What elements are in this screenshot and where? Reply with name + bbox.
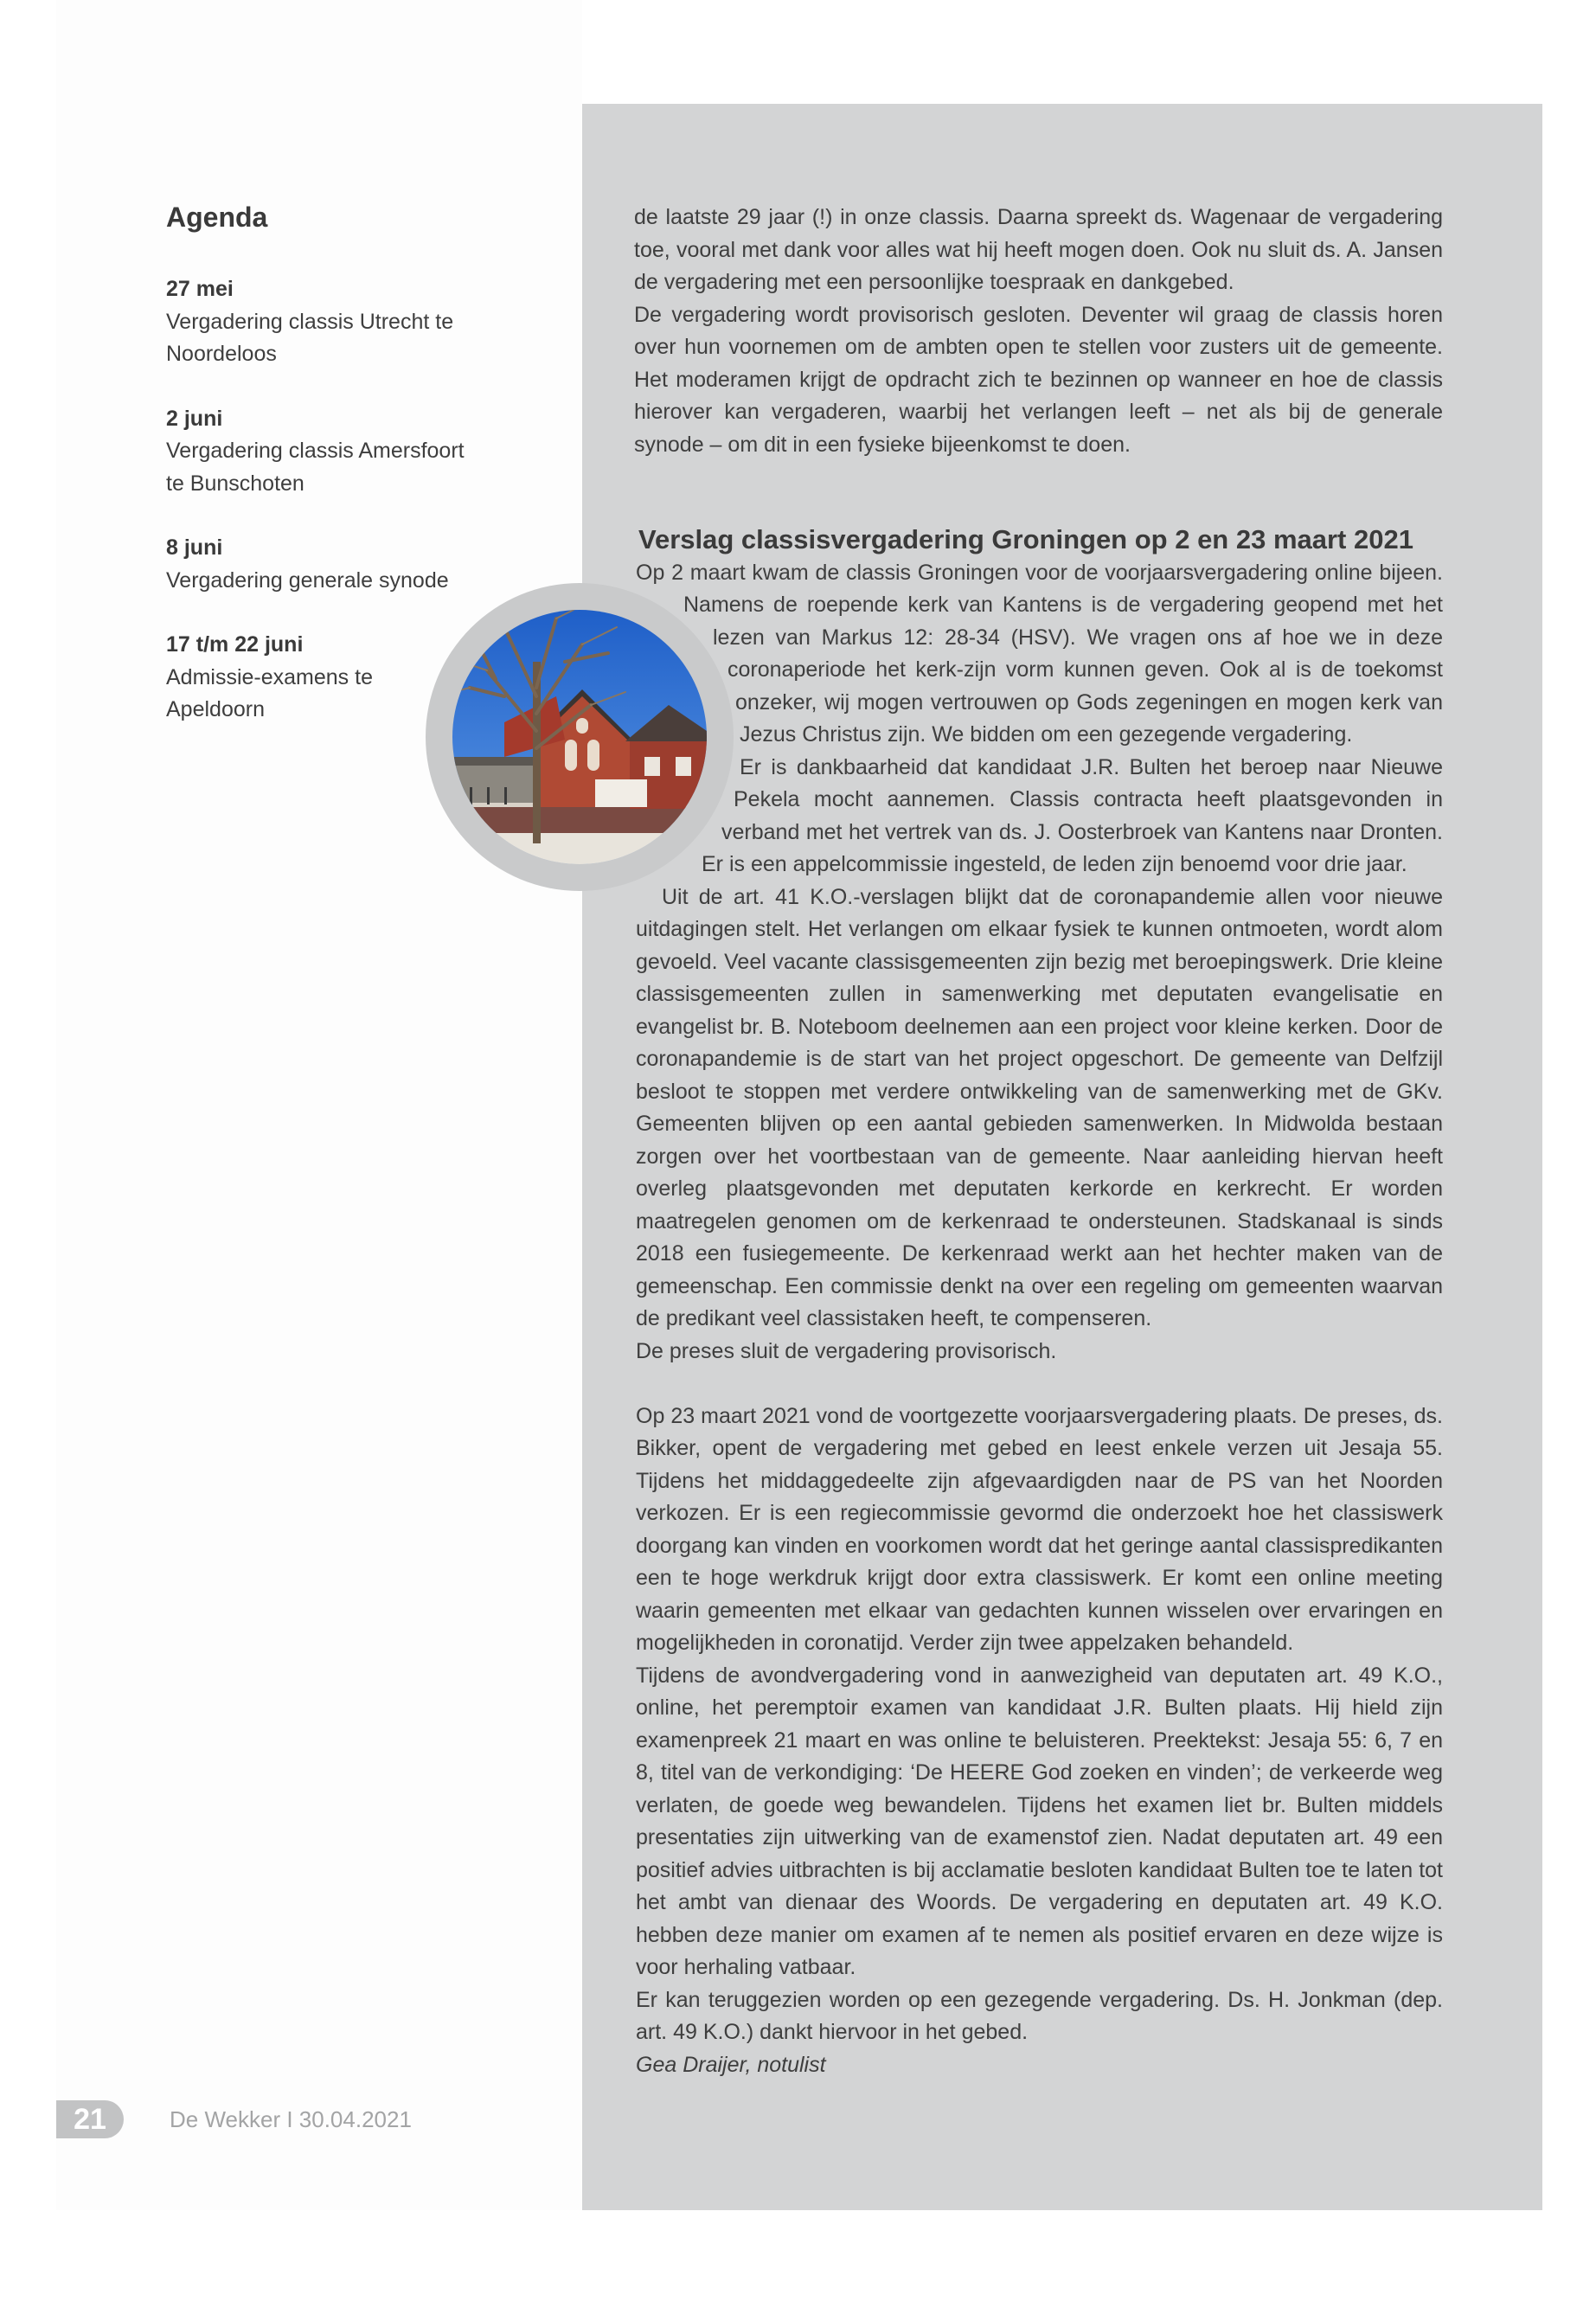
intro-paragraph: de laatste 29 jaar (!) in onze classis. Daarna spreekt ds. Wagenaar de vergadering toe, vooral met dank voor alles wat hij heeft mogen doen. Ook nu sluit ds. A. Jansen de vergadering met een persoonlijke toespraak en dankgebed. bbox=[634, 205, 1443, 294]
text-line: Er is dankbaarheid dat kandidaat J.R. Bulten het beroep naar Nieuwe bbox=[740, 755, 1443, 779]
agenda-description: Vergadering generale synode bbox=[166, 567, 449, 593]
text-line: Er is een appelcommissie ingesteld, de leden zijn benoemd voor drie jaar. bbox=[702, 852, 1407, 876]
agenda-date: 27 mei bbox=[166, 277, 234, 301]
church-illustration bbox=[452, 610, 707, 864]
article-paragraph: De preses sluit de vergadering provisorisch. bbox=[636, 1338, 1057, 1363]
agenda-description: Vergadering classis Utrecht te bbox=[166, 309, 454, 334]
article-paragraph: Er kan teruggezien worden op een gezegende vergadering. Ds. H. Jonkman (dep. art. 49 K.O.) dankt hiervoor in het gebed. bbox=[636, 1987, 1443, 2044]
agenda-date: 2 juni bbox=[166, 406, 223, 431]
text-line: lezen van Markus 12: 28-34 (HSV). We vragen ons af hoe we in deze bbox=[713, 625, 1443, 650]
text-line: coronaperiode het kerk-zijn vorm kunnen geven. Ook al is de toekomst bbox=[727, 657, 1443, 682]
text-line: Jezus Christus zijn. We bidden om een gezegende vergadering. bbox=[740, 722, 1353, 747]
agenda-description: Vergadering classis Amersfoort bbox=[166, 439, 465, 463]
agenda-description: Apeldoorn bbox=[166, 697, 265, 721]
paragraph-spacer bbox=[636, 1368, 1443, 1400]
article-paragraph: uitdagingen stelt. Het verlangen om elkaar fysiek te kunnen ontmoeten, wordt alom gevoeld. Veel vacante classisgemeenten zijn bezig met beroepingswerk. Drie kleine classisgemeenten zullen in samenwerking met deputaten evangelisatie en evangelist br. B. Noteboom deelnemen aan een project voor kleine kerken. Door de coronapandemie is de start van het project opgeschort. De gemeente van Delfzijl besloot te stoppen met verdere ontwikkeling van de samenwerking met de GKv. Gemeenten blijven op een aantal gebieden samenwerken. In Midwolda bestaan zorgen over het voortbestaan van de gemeente. Naar aanleiding hiervan heeft overleg plaatsgevonden met deputaten kerkorde en kerkrecht. Er worden maatregelen genomen om de kerkenraad te ondersteunen. Stadskanaal is sinds 2018 een fusiegemeente. De kerkenraad werkt aan het hechter maken van de gemeenschap. Een commissie denkt na over een regeling om gemeenten waarvan de predikant veel classistaken heeft, te compenseren. bbox=[636, 917, 1443, 1330]
agenda-item bbox=[166, 532, 512, 597]
agenda-item bbox=[166, 403, 512, 501]
page-number: 21 bbox=[56, 2100, 124, 2138]
church-photo bbox=[452, 610, 707, 864]
text-line: verband met het vertrek van ds. J. Oosterbroek van Kantens naar Dronten. bbox=[721, 820, 1443, 844]
article-body bbox=[636, 913, 1443, 2081]
text-line: Uit de art. 41 K.O.-verslagen blijkt dat de coronapandemie allen voor nieuwe bbox=[662, 885, 1443, 909]
agenda-date: 17 t/m 22 juni bbox=[166, 632, 304, 657]
agenda-description: Noordeloos bbox=[166, 342, 277, 366]
intro-text bbox=[634, 202, 1443, 461]
agenda-item bbox=[166, 273, 512, 371]
article-headline: Verslag classisvergadering Groningen op 2 en 23 maart 2021 bbox=[638, 524, 1413, 554]
agenda-date: 8 juni bbox=[166, 535, 223, 560]
article-signature: Gea Draijer, notulist bbox=[636, 2052, 826, 2077]
article-paragraph: Op 23 maart 2021 vond de voortgezette voorjaarsvergadering plaats. De preses, ds. Bikker, opent de vergadering met gebed en leest enkele verzen uit Jesaja 55. Tijdens het middaggedeelte zijn afgevaardigden naar de PS van het Noorden verkozen. Er is een regiecommissie gevormd die onderzoekt hoe het classiswerk doorgang kan vinden en voorkomen wordt dat het geringe aantal classispredikanten een te hoge werkdruk krijgt door extra classiswerk. Er komt een online meeting waarin gemeenten met elkaar van gedachten kunnen wisselen over ervaringen en mogelijkheden in coronatijd. Verder zijn twee appelzaken behandeld. bbox=[636, 1403, 1443, 1655]
article-paragraph: Tijdens de avondvergadering vond in aanwezigheid van deputaten art. 49 K.O., online, het peremptoir examen van kandidaat J.R. Bulten plaats. Hij hield zijn examenpreek 21 maart en was online te beluisteren. Preektekst: Jesaja 55: 6, 7 en 8, titel van de verkondiging: ‘De HEERE God zoeken en vinden’; de verkeerde weg verlaten, de goede weg bewandelen. Tijdens het examen liet br. Bulten middels presentaties zijn uitwerking van de examenstof zien. Nadat deputaten art. 49 een positief advies uitbrachten is bij acclamatie besloten kandidaat Bulten toe te laten tot het ambt van dienaar des Woords. De vergadering en deputaten art. 49 K.O. hebben deze manier om examen af te nemen als positief ervaren en deze wijze is voor herhaling vatbaar. bbox=[636, 1663, 1443, 1979]
agenda-description: Admissie-examens te bbox=[166, 664, 373, 689]
agenda-description: te Bunschoten bbox=[166, 471, 304, 496]
text-line: Namens de roepende kerk van Kantens is de vergadering geopend met het bbox=[683, 593, 1443, 617]
intro-paragraph: De vergadering wordt provisorisch gesloten. Deventer wil graag de classis horen over hun voornemen om de ambten open te stellen voor zusters uit de gemeente. Het moderamen krijgt de opdracht zich te bezinnen op wanneer en hoe de classis hierover kan vergaderen, waarbij het verlangen leeft – net als bij de generale synode – om dit in een fysieke bijeenkomst te doen. bbox=[634, 302, 1443, 457]
publication-footer: De Wekker I 30.04.2021 bbox=[170, 2106, 412, 2132]
text-line: onzeker, wij mogen vertrouwen op Gods zegeningen en mogen kerk van bbox=[735, 690, 1443, 715]
agenda-title: Agenda bbox=[166, 202, 268, 233]
text-line: Pekela mocht aannemen. Classis contracta heeft plaatsgevonden in bbox=[734, 787, 1443, 811]
text-line: Op 2 maart kwam de classis Groningen voor de voorjaarsvergadering online bijeen. bbox=[636, 561, 1443, 585]
